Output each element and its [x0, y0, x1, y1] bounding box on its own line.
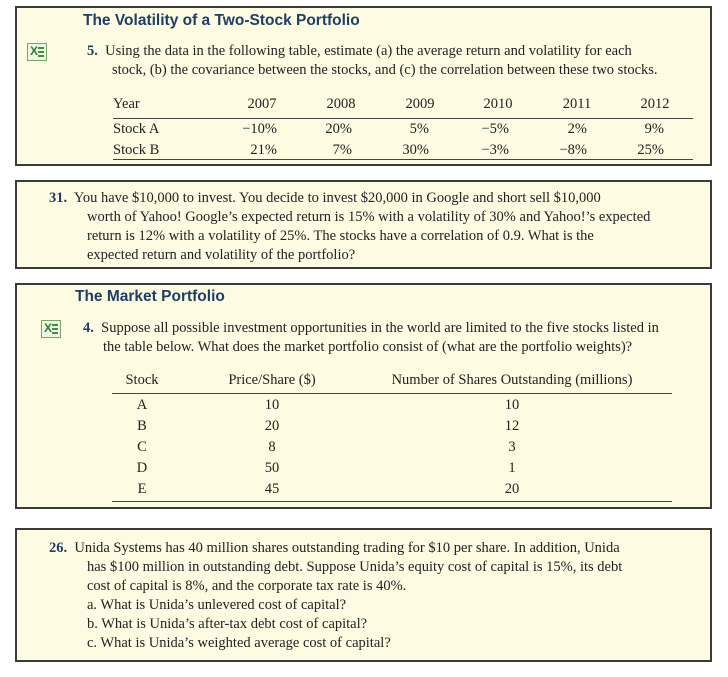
table-cell: 10: [504, 397, 520, 413]
table-rule-bottom: [112, 501, 672, 502]
question-number: 26.: [49, 540, 68, 556]
table-cell: 25%: [637, 142, 664, 158]
section-title: The Volatility of a Two-Stock Portfolio: [83, 12, 360, 29]
table-cell: A: [136, 397, 148, 413]
problem-panel-portfolio-return: [15, 180, 712, 269]
question-number: 4.: [83, 320, 94, 336]
table-rule-top: [112, 393, 672, 394]
table-cell: 8: [268, 439, 276, 455]
table-cell: −8%: [559, 142, 587, 158]
table-cell: 30%: [402, 142, 429, 158]
table-cell: 20%: [325, 121, 352, 137]
table-cell: 12: [504, 418, 520, 434]
table-header: 2010: [483, 96, 513, 112]
table-cell: 10: [264, 397, 280, 413]
table-cell: Stock B: [113, 142, 160, 158]
table-cell: 50: [264, 460, 280, 476]
question-number: 5.: [87, 43, 98, 59]
table-cell: 3: [508, 439, 516, 455]
table-header: 2007: [247, 96, 277, 112]
question-number: 31.: [49, 190, 68, 206]
table-cell: −3%: [481, 142, 509, 158]
table-header: 2009: [405, 96, 435, 112]
question-line: expected return and volatility of the portfolio?: [87, 247, 356, 263]
table-header: 2012: [640, 96, 670, 112]
question-line: cost of capital is 8%, and the corporate tax rate is 40%.: [87, 578, 407, 594]
table-cell: −10%: [242, 121, 277, 137]
table-cell: 7%: [332, 142, 352, 158]
table-header: Stock: [125, 372, 159, 388]
problem-panel-volatility: [15, 6, 712, 166]
sub-question-a: a. What is Unida’s unlevered cost of capital?: [87, 597, 347, 613]
table-cell: 45: [264, 481, 280, 497]
table-cell: 21%: [250, 142, 277, 158]
sub-question-b: b. What is Unida’s after-tax debt cost of capital?: [87, 616, 368, 632]
question-text: [49, 539, 699, 653]
table-cell: 20: [504, 481, 520, 497]
section-title: The Market Portfolio: [75, 288, 225, 305]
table-cell: −5%: [481, 121, 509, 137]
table-header: Number of Shares Outstanding (millions): [391, 372, 633, 388]
spreadsheet-icon[interactable]: X: [41, 320, 61, 338]
table-rule-top: [113, 118, 693, 119]
spreadsheet-icon[interactable]: X: [27, 43, 47, 61]
table-header: Year: [113, 96, 140, 112]
problem-panel-market-portfolio: [15, 283, 712, 509]
question-line: return is 12% with a volatility of 25%. The stocks have a correlation of 0.9. What is the: [87, 228, 594, 244]
table-cell: 20: [264, 418, 280, 434]
table-header: Price/Share ($): [228, 372, 316, 388]
question-line: Unida Systems has 40 million shares outstanding trading for $10 per share. In addition, Unida: [74, 540, 620, 556]
sub-question-c: c. What is Unida’s weighted average cost of capital?: [87, 635, 391, 651]
question-line: the table below. What does the market portfolio consist of (what are the portfolio weights)?: [103, 339, 633, 355]
question-line: Using the data in the following table, estimate (a) the average return and volatility for each: [105, 43, 632, 59]
question-text: [49, 189, 699, 265]
table-cell: D: [136, 460, 148, 476]
table-cell: E: [137, 481, 147, 497]
question-line: You have $10,000 to invest. You decide to invest $20,000 in Google and short sell $10,000: [73, 190, 601, 206]
problem-panel-cost-of-capital: [15, 528, 712, 662]
table-cell: Stock A: [113, 121, 160, 137]
table-cell: 2%: [567, 121, 587, 137]
table-cell: 1: [508, 460, 516, 476]
question-text: [83, 319, 703, 357]
table-cell: B: [137, 418, 147, 434]
question-line: worth of Yahoo! Google’s expected return is 15% with a volatility of 30% and Yahoo!’s expected: [87, 209, 651, 225]
table-cell: 5%: [409, 121, 429, 137]
table-rule-bottom: [113, 159, 693, 160]
table-header: 2008: [326, 96, 356, 112]
question-line: has $100 million in outstanding debt. Suppose Unida’s equity cost of capital is 15%, its debt: [87, 559, 623, 575]
table-header: 2011: [562, 96, 592, 112]
question-line: stock, (b) the covariance between the stocks, and (c) the correlation between these two stocks.: [112, 62, 658, 78]
question-line: Suppose all possible investment opportunities in the world are limited to the five stocks listed in: [101, 320, 659, 336]
table-cell: C: [137, 439, 147, 455]
table-cell: 9%: [644, 121, 664, 137]
question-text: [87, 42, 697, 80]
